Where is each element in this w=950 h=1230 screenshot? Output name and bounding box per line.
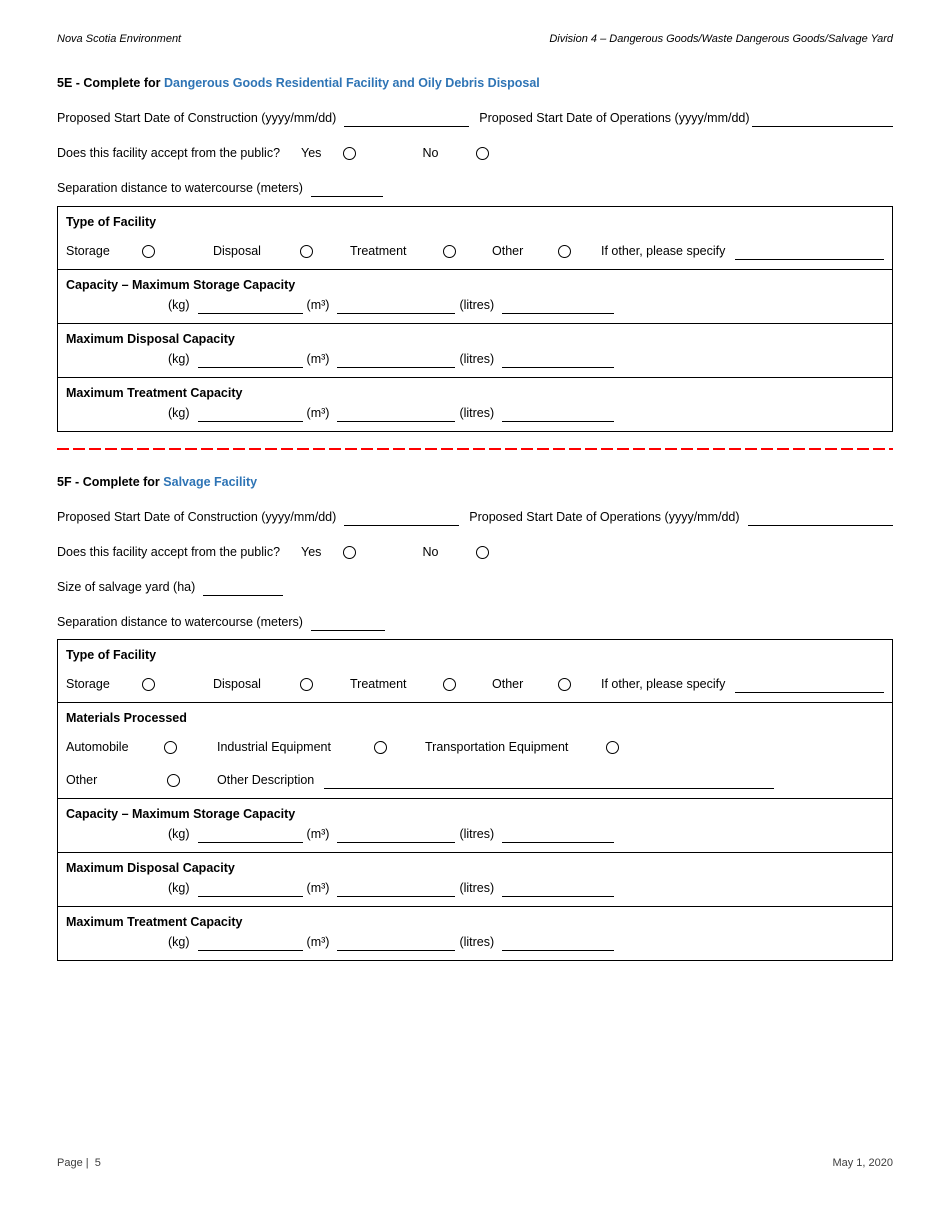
operations-date-label-5f: Proposed Start Date of Operations (yyyy/mm/dd) <box>469 510 740 524</box>
division-title: Division 4 – Dangerous Goods/Waste Dangerous Goods/Salvage Yard <box>549 33 893 45</box>
treatment-capacity-header-5f: Maximum Treatment Capacity <box>66 915 243 929</box>
radio-industrial-equipment[interactable] <box>374 741 387 754</box>
radio-disposal-5f[interactable] <box>300 678 313 691</box>
storage-capacity-row-5f <box>58 798 892 852</box>
construction-date-field-5f[interactable] <box>344 511 459 526</box>
radio-yes-5f[interactable] <box>343 546 356 559</box>
disposal-label-5e: Disposal <box>213 244 261 258</box>
radio-no-5f[interactable] <box>476 546 489 559</box>
section-5e-title-prefix: 5E - Complete for <box>57 76 161 90</box>
litres-label: (litres) <box>459 881 495 895</box>
m3-field-5e-storage[interactable] <box>337 299 455 314</box>
option-storage-5e <box>66 243 213 260</box>
treatment-capacity-units-5f <box>66 934 884 951</box>
separation-label-5e: Separation distance to watercourse (meters) <box>57 181 303 195</box>
start-dates-row-5e <box>57 110 893 127</box>
option-storage-5f <box>66 676 213 693</box>
page-number: Page | 5 <box>57 1157 101 1169</box>
page-header <box>57 33 893 45</box>
litres-field-5f-treatment[interactable] <box>502 936 614 951</box>
public-question-label-5e: Does this facility accept from the public? <box>57 146 281 160</box>
facility-table-5e <box>57 206 893 432</box>
radio-material-other[interactable] <box>167 774 180 787</box>
kg-label: (kg) <box>168 881 190 895</box>
materials-options-row-2 <box>66 772 884 789</box>
disposal-capacity-header-5e: Maximum Disposal Capacity <box>66 332 235 346</box>
radio-other-5f[interactable] <box>558 678 571 691</box>
storage-capacity-header-5f: Capacity – Maximum Storage Capacity <box>66 807 296 821</box>
industrial-equipment-label: Industrial Equipment <box>217 740 331 754</box>
kg-field-5f-storage[interactable] <box>198 828 303 843</box>
radio-disposal-5e[interactable] <box>300 245 313 258</box>
litres-label: (litres) <box>459 827 495 841</box>
disposal-capacity-row-5e <box>58 323 892 377</box>
section-5e <box>57 75 893 432</box>
start-dates-row-5f <box>57 509 893 526</box>
section-5f-title-prefix: 5F - Complete for <box>57 475 160 489</box>
public-question-label-5f: Does this facility accept from the public? <box>57 545 281 559</box>
litres-label: (litres) <box>459 298 495 312</box>
facility-type-header-5f: Type of Facility <box>66 648 157 662</box>
separation-distance-field-5e[interactable] <box>311 182 383 197</box>
facility-type-row-5e <box>58 207 892 269</box>
other-description-label: Other Description <box>217 773 315 787</box>
radio-storage-5f[interactable] <box>142 678 155 691</box>
storage-capacity-units-5f <box>66 826 884 843</box>
m3-label: (m³) <box>306 298 330 312</box>
radio-other-5e[interactable] <box>558 245 571 258</box>
kg-label: (kg) <box>168 406 190 420</box>
salvage-size-row <box>57 579 893 596</box>
litres-field-5e-disposal[interactable] <box>502 353 614 368</box>
footer-date: May 1, 2020 <box>832 1157 893 1169</box>
m3-label: (m³) <box>306 406 330 420</box>
salvage-yard-size-field[interactable] <box>203 581 283 596</box>
treatment-capacity-header-5e: Maximum Treatment Capacity <box>66 386 243 400</box>
kg-label: (kg) <box>168 352 190 366</box>
section-5f <box>57 474 893 961</box>
public-question-row-5e <box>57 145 893 162</box>
separation-row-5e <box>57 180 893 197</box>
disposal-capacity-row-5f <box>58 852 892 906</box>
option-treatment-5f <box>350 676 492 693</box>
m3-field-5e-disposal[interactable] <box>337 353 455 368</box>
radio-transportation-equipment[interactable] <box>606 741 619 754</box>
litres-field-5f-storage[interactable] <box>502 828 614 843</box>
other-description-field[interactable] <box>324 774 774 789</box>
org-name: Nova Scotia Environment <box>57 33 182 45</box>
kg-field-5e-disposal[interactable] <box>198 353 303 368</box>
m3-label: (m³) <box>306 352 330 366</box>
facility-type-options-5f <box>66 676 884 693</box>
radio-treatment-5e[interactable] <box>443 245 456 258</box>
m3-field-5f-storage[interactable] <box>337 828 455 843</box>
option-disposal-5e <box>213 243 350 260</box>
if-other-label-5e: If other, please specify <box>601 244 726 258</box>
operations-date-label-5e: Proposed Start Date of Operations (yyyy/mm/dd) <box>479 111 750 125</box>
facility-type-options-5e <box>66 243 884 260</box>
section-5e-title-highlight: Dangerous Goods Residential Facility and Oily Debris Disposal <box>163 76 540 90</box>
yes-label-5e: Yes <box>301 146 322 160</box>
radio-treatment-5f[interactable] <box>443 678 456 691</box>
m3-label: (m³) <box>306 881 330 895</box>
litres-label: (litres) <box>459 352 495 366</box>
section-separator <box>57 448 893 450</box>
storage-label-5f: Storage <box>66 677 110 691</box>
construction-date-field-5e[interactable] <box>344 112 469 127</box>
separation-label-5f: Separation distance to watercourse (meters) <box>57 615 303 629</box>
material-other-label: Other <box>66 773 98 787</box>
disposal-label-5f: Disposal <box>213 677 261 691</box>
option-automobile <box>66 739 217 756</box>
radio-storage-5e[interactable] <box>142 245 155 258</box>
m3-field-5f-treatment[interactable] <box>337 936 455 951</box>
if-other-specify-field-5f[interactable] <box>735 678 884 693</box>
m3-field-5f-disposal[interactable] <box>337 882 455 897</box>
kg-field-5e-storage[interactable] <box>198 299 303 314</box>
separation-distance-field-5f[interactable] <box>311 616 385 631</box>
materials-header: Materials Processed <box>66 711 187 725</box>
construction-date-label-5e: Proposed Start Date of Construction (yyyy/mm/dd) <box>57 111 337 125</box>
public-question-row-5f <box>57 544 893 561</box>
option-treatment-5e <box>350 243 492 260</box>
m3-field-5e-treatment[interactable] <box>337 407 455 422</box>
option-material-other <box>66 772 217 789</box>
materials-options-row-1 <box>66 739 884 756</box>
litres-field-5f-disposal[interactable] <box>502 882 614 897</box>
facility-table-5f <box>57 639 893 961</box>
treatment-capacity-units-5e <box>66 405 884 422</box>
transportation-equipment-label: Transportation Equipment <box>425 740 569 754</box>
kg-field-5e-treatment[interactable] <box>198 407 303 422</box>
treatment-label-5e: Treatment <box>350 244 407 258</box>
litres-label: (litres) <box>459 406 495 420</box>
kg-label: (kg) <box>168 827 190 841</box>
separation-row-5f <box>57 614 893 631</box>
materials-row <box>58 702 892 798</box>
litres-label: (litres) <box>459 935 495 949</box>
section-5e-title <box>57 75 893 92</box>
litres-field-5e-treatment[interactable] <box>502 407 614 422</box>
automobile-label: Automobile <box>66 740 129 754</box>
kg-label: (kg) <box>168 298 190 312</box>
disposal-capacity-units-5e <box>66 351 884 368</box>
construction-date-label-5f: Proposed Start Date of Construction (yyyy/mm/dd) <box>57 510 337 524</box>
treatment-capacity-row-5e <box>58 377 892 431</box>
operations-date-field-5e[interactable] <box>752 112 893 127</box>
facility-type-header-5e: Type of Facility <box>66 215 157 229</box>
storage-capacity-header-5e: Capacity – Maximum Storage Capacity <box>66 278 296 292</box>
section-5f-title-highlight: Salvage Facility <box>163 475 258 489</box>
storage-capacity-units-5e <box>66 297 884 314</box>
kg-field-5f-treatment[interactable] <box>198 936 303 951</box>
radio-no-5e[interactable] <box>476 147 489 160</box>
salvage-size-label: Size of salvage yard (ha) <box>57 580 196 594</box>
option-transportation-equipment <box>425 739 619 756</box>
radio-automobile[interactable] <box>164 741 177 754</box>
option-industrial-equipment <box>217 739 425 756</box>
option-disposal-5f <box>213 676 350 693</box>
if-other-label-5f: If other, please specify <box>601 677 726 691</box>
no-label-5f: No <box>422 545 439 559</box>
option-other-5f <box>492 676 601 693</box>
treatment-capacity-row-5f <box>58 906 892 960</box>
kg-label: (kg) <box>168 935 190 949</box>
storage-label-5e: Storage <box>66 244 110 258</box>
disposal-capacity-units-5f <box>66 880 884 897</box>
page-footer <box>57 1157 893 1169</box>
treatment-label-5f: Treatment <box>350 677 407 691</box>
yes-label-5f: Yes <box>301 545 322 559</box>
option-other-5e <box>492 243 601 260</box>
radio-yes-5e[interactable] <box>343 147 356 160</box>
other-label-5e: Other <box>492 244 524 258</box>
operations-date-field-5f[interactable] <box>748 511 893 526</box>
m3-label: (m³) <box>306 935 330 949</box>
if-other-specify-field-5e[interactable] <box>735 245 884 260</box>
storage-capacity-row-5e <box>58 269 892 323</box>
disposal-capacity-header-5f: Maximum Disposal Capacity <box>66 861 235 875</box>
litres-field-5e-storage[interactable] <box>502 299 614 314</box>
kg-field-5f-disposal[interactable] <box>198 882 303 897</box>
facility-type-row-5f <box>58 640 892 702</box>
other-label-5f: Other <box>492 677 524 691</box>
no-label-5e: No <box>422 146 439 160</box>
m3-label: (m³) <box>306 827 330 841</box>
section-5f-title <box>57 474 893 491</box>
